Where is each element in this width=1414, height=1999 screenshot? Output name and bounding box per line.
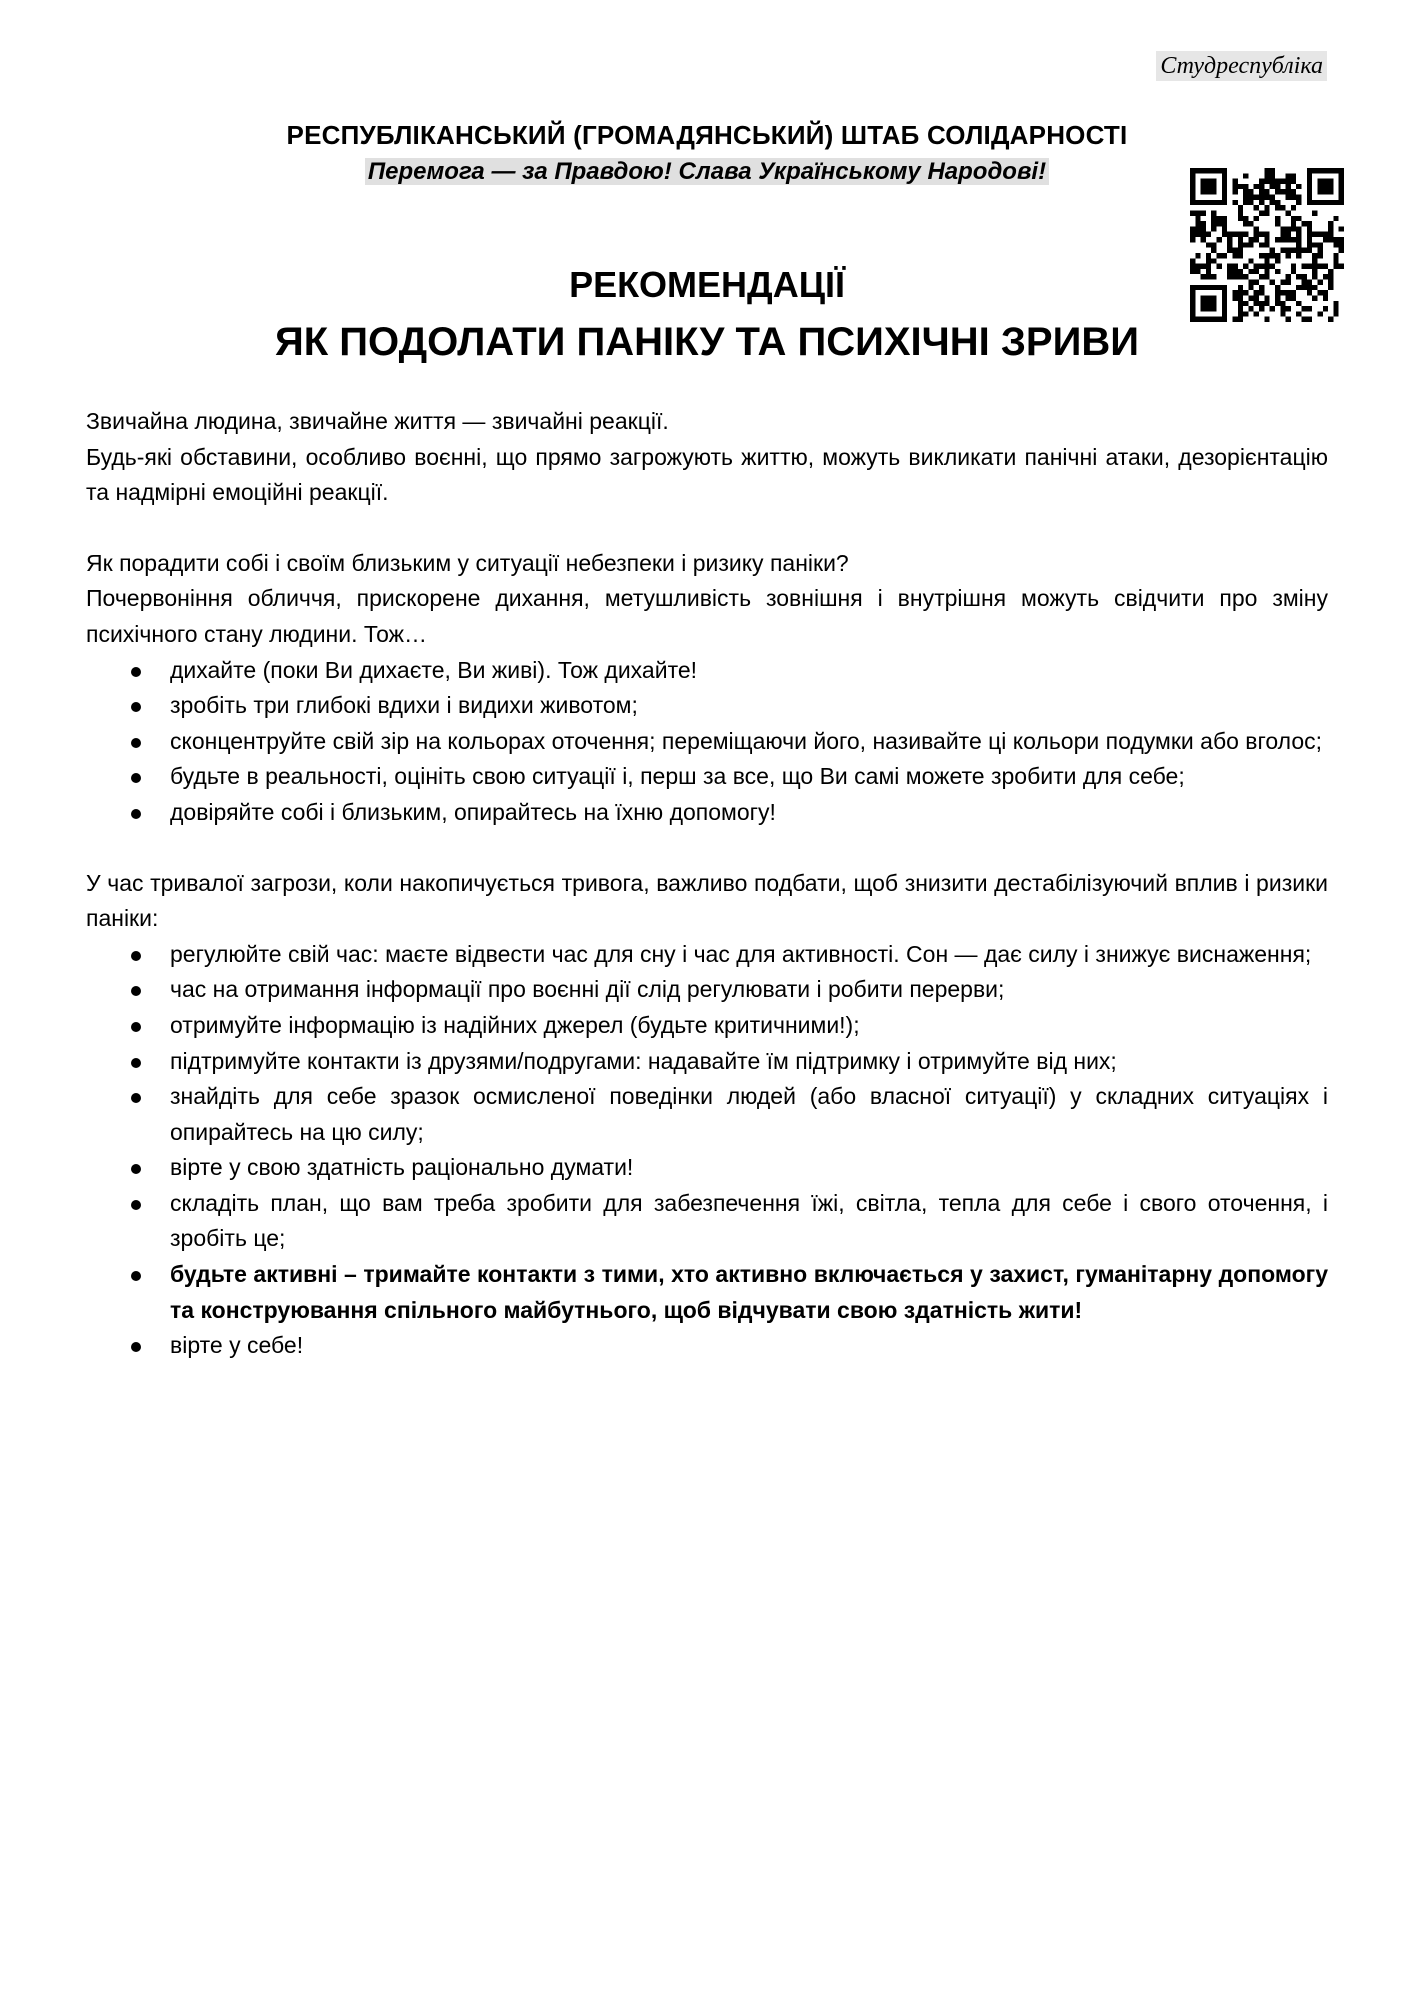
qr-module — [1317, 200, 1322, 205]
qr-module — [1328, 221, 1333, 226]
qr-module — [1248, 189, 1253, 194]
qr-module — [1333, 216, 1338, 221]
qr-module — [1275, 200, 1280, 205]
qr-module — [1195, 253, 1200, 258]
qr-module — [1296, 195, 1301, 200]
list-item: час на отримання інформації про воєнні дії слід регулювати і робити перерви; — [170, 972, 1328, 1008]
qr-module — [1296, 226, 1301, 231]
list-item: регулюйте свій час: маєте відвести час для сну і час для активності. Сон — дає силу і знижує виснаження; — [170, 937, 1328, 973]
qr-module — [1280, 237, 1285, 242]
qr-module — [1195, 168, 1200, 173]
qr-module — [1307, 179, 1312, 184]
qr-module — [1317, 168, 1322, 173]
qr-module — [1312, 168, 1317, 173]
qr-module — [1259, 253, 1264, 258]
qr-module — [1339, 189, 1344, 194]
qr-module — [1307, 237, 1312, 242]
qr-module — [1275, 184, 1280, 189]
qr-module — [1259, 200, 1264, 205]
qr-module — [1328, 168, 1333, 173]
qr-module — [1291, 179, 1296, 184]
qr-module — [1312, 232, 1317, 237]
qr-module — [1201, 189, 1206, 194]
qr-module — [1307, 195, 1312, 200]
qr-module — [1286, 210, 1291, 215]
list-item: довіряйте собі і близьким, опирайтесь на їхню допомогу! — [170, 795, 1328, 831]
qr-module — [1222, 173, 1227, 178]
qr-module — [1238, 232, 1243, 237]
qr-module — [1201, 237, 1206, 242]
qr-module — [1190, 195, 1195, 200]
list-item-emphasized: будьте активні – тримайте контакти з тими, хто активно включається у захист, гуманітарну допомогу та конструювання спільного майбутнього, щоб відчувати свою здатність жити! — [170, 1257, 1328, 1328]
bullet-icon — [131, 773, 141, 783]
qr-module — [1254, 226, 1259, 231]
qr-module — [1275, 179, 1280, 184]
list-item: вірте у свою здатність раціонально думати! — [170, 1150, 1328, 1186]
qr-module — [1307, 184, 1312, 189]
qr-module — [1333, 237, 1338, 242]
qr-module — [1211, 168, 1216, 173]
organization-title: РЕСПУБЛІКАНСЬКИЙ (ГРОМАДЯНСЬКИЙ) ШТАБ СОЛІДАРНОСТІ — [286, 120, 1128, 150]
qr-module — [1339, 173, 1344, 178]
qr-module — [1227, 232, 1232, 237]
qr-module — [1222, 232, 1227, 237]
qr-module — [1238, 253, 1243, 258]
qr-module — [1328, 200, 1333, 205]
intro-line-2: Будь-які обставини, особливо воєнні, що прямо загрожують життю, можуть викликати панічні атаки, дезорієнтацію та надмірні емоційні реакції. — [86, 443, 1328, 506]
qr-module — [1307, 168, 1312, 173]
qr-module — [1307, 173, 1312, 178]
qr-module — [1280, 189, 1285, 194]
qr-module — [1248, 242, 1253, 247]
bullet-icon — [131, 1022, 141, 1032]
qr-module — [1339, 226, 1344, 231]
qr-module — [1339, 242, 1344, 247]
bullet-icon — [131, 1271, 141, 1281]
qr-module — [1227, 248, 1232, 253]
qr-module — [1323, 232, 1328, 237]
qr-module — [1195, 216, 1200, 221]
list-item: зробіть три глибокі вдихи і видихи животом; — [170, 688, 1328, 724]
bullet-icon — [131, 1093, 141, 1103]
qr-module — [1280, 205, 1285, 210]
qr-module — [1206, 253, 1211, 258]
qr-module — [1328, 184, 1333, 189]
qr-module — [1232, 253, 1237, 258]
qr-module — [1222, 200, 1227, 205]
qr-module — [1211, 189, 1216, 194]
qr-module — [1232, 248, 1237, 253]
bullet-icon — [131, 667, 141, 677]
qr-module — [1307, 200, 1312, 205]
qr-module — [1195, 210, 1200, 215]
qr-module — [1222, 179, 1227, 184]
qr-module — [1291, 237, 1296, 242]
qr-module — [1323, 237, 1328, 242]
qr-module — [1190, 184, 1195, 189]
qr-module — [1296, 200, 1301, 205]
qr-module — [1211, 248, 1216, 253]
qr-module — [1190, 237, 1195, 242]
qr-module — [1254, 184, 1259, 189]
qr-module — [1333, 200, 1338, 205]
qr-module — [1333, 253, 1338, 258]
qr-module — [1243, 221, 1248, 226]
qr-module — [1222, 216, 1227, 221]
qr-module — [1222, 184, 1227, 189]
qr-module — [1238, 210, 1243, 215]
qr-module — [1206, 200, 1211, 205]
qr-module — [1227, 242, 1232, 247]
qr-module — [1201, 168, 1206, 173]
qr-module — [1243, 195, 1248, 200]
recommendations-heading: РЕКОМЕНДАЦІЇ — [569, 264, 845, 305]
section1-question: Як порадити собі і своїм близьким у ситуації небезпеки і ризику паніки? — [86, 549, 849, 576]
qr-module — [1243, 173, 1248, 178]
qr-module — [1328, 189, 1333, 194]
qr-module — [1201, 232, 1206, 237]
qr-module — [1280, 232, 1285, 237]
qr-module — [1307, 189, 1312, 194]
qr-module — [1317, 242, 1322, 247]
qr-module — [1264, 195, 1269, 200]
qr-module — [1259, 189, 1264, 194]
qr-module — [1291, 216, 1296, 221]
qr-module — [1243, 242, 1248, 247]
qr-module — [1286, 226, 1291, 231]
qr-module — [1264, 168, 1269, 173]
qr-module — [1190, 173, 1195, 178]
qr-module — [1286, 173, 1291, 178]
qr-module — [1280, 248, 1285, 253]
bullet-icon — [131, 738, 141, 748]
qr-module — [1206, 168, 1211, 173]
list-item: знайдіть для себе зразок осмисленої поведінки людей (або власної ситуації) у складних ситуаціях і опирайтесь на цю силу; — [170, 1079, 1328, 1150]
qr-module — [1291, 189, 1296, 194]
qr-module — [1307, 248, 1312, 253]
qr-module — [1232, 200, 1237, 205]
qr-module — [1307, 221, 1312, 226]
qr-module — [1232, 189, 1237, 194]
qr-module — [1296, 253, 1301, 258]
qr-module — [1206, 242, 1211, 247]
qr-module — [1232, 232, 1237, 237]
qr-module — [1264, 179, 1269, 184]
qr-module — [1227, 237, 1232, 242]
qr-module — [1254, 195, 1259, 200]
qr-module — [1317, 189, 1322, 194]
qr-module — [1280, 179, 1285, 184]
qr-module — [1307, 242, 1312, 247]
list-item: сконцентруйте свій зір на кольорах оточення; переміщаючи його, називайте ці кольори подумки або вголос; — [170, 724, 1328, 760]
bullet-icon — [131, 986, 141, 996]
qr-module — [1307, 232, 1312, 237]
corner-label: Студреспубліка — [1156, 51, 1327, 81]
qr-module — [1270, 195, 1275, 200]
qr-module — [1248, 200, 1253, 205]
qr-module — [1296, 242, 1301, 247]
qr-module — [1317, 179, 1322, 184]
qr-module — [1259, 195, 1264, 200]
qr-module — [1339, 195, 1344, 200]
qr-module — [1317, 253, 1322, 258]
qr-module — [1291, 226, 1296, 231]
qr-module — [1264, 173, 1269, 178]
qr-module — [1195, 232, 1200, 237]
qr-module — [1286, 248, 1291, 253]
qr-module — [1222, 168, 1227, 173]
qr-module — [1312, 210, 1317, 215]
bullet-icon — [131, 951, 141, 961]
qr-module — [1275, 253, 1280, 258]
qr-module — [1286, 189, 1291, 194]
qr-module — [1307, 226, 1312, 231]
qr-module — [1211, 242, 1216, 247]
qr-module — [1275, 205, 1280, 210]
qr-module — [1328, 237, 1333, 242]
list-item: складіть план, що вам треба зробити для забезпечення їжі, світла, тепла для себе і свого оточення, і зробіть це; — [170, 1186, 1328, 1257]
qr-module — [1339, 248, 1344, 253]
list-item: підтримуйте контакти із друзями/подругами: надавайте їм підтримку і отримуйте від них; — [170, 1044, 1328, 1080]
qr-module — [1190, 189, 1195, 194]
qr-module — [1195, 200, 1200, 205]
qr-module — [1238, 216, 1243, 221]
qr-module — [1243, 200, 1248, 205]
qr-module — [1264, 189, 1269, 194]
qr-module — [1211, 184, 1216, 189]
qr-module — [1222, 195, 1227, 200]
qr-module — [1190, 200, 1195, 205]
qr-module — [1270, 179, 1275, 184]
qr-module — [1243, 232, 1248, 237]
qr-module — [1232, 179, 1237, 184]
qr-module — [1270, 173, 1275, 178]
qr-module — [1190, 226, 1195, 231]
qr-module — [1296, 232, 1301, 237]
qr-module — [1270, 168, 1275, 173]
qr-module — [1312, 242, 1317, 247]
qr-module — [1286, 195, 1291, 200]
qr-module — [1206, 189, 1211, 194]
qr-module — [1339, 184, 1344, 189]
qr-module — [1217, 237, 1222, 242]
bullet-icon — [131, 702, 141, 712]
qr-module — [1270, 253, 1275, 258]
qr-module — [1317, 248, 1322, 253]
qr-module — [1286, 253, 1291, 258]
qr-module — [1275, 237, 1280, 242]
qr-module — [1201, 210, 1206, 215]
qr-module — [1248, 221, 1253, 226]
qr-module — [1217, 221, 1222, 226]
list-item: вірте у себе! — [170, 1328, 1328, 1364]
qr-module — [1238, 205, 1243, 210]
section2-list — [86, 937, 1328, 1364]
qr-module — [1333, 242, 1338, 247]
qr-module — [1323, 184, 1328, 189]
qr-module — [1238, 242, 1243, 247]
qr-module — [1259, 179, 1264, 184]
qr-module — [1217, 216, 1222, 221]
qr-module — [1201, 184, 1206, 189]
qr-module — [1201, 200, 1206, 205]
qr-module — [1291, 195, 1296, 200]
qr-module — [1275, 189, 1280, 194]
qr-module — [1217, 200, 1222, 205]
qr-module — [1206, 179, 1211, 184]
bullet-icon — [131, 809, 141, 819]
qr-module — [1323, 189, 1328, 194]
qr-module — [1211, 210, 1216, 215]
qr-module — [1254, 232, 1259, 237]
qr-module — [1243, 184, 1248, 189]
qr-module — [1211, 221, 1216, 226]
qr-module — [1333, 168, 1338, 173]
qr-module — [1190, 168, 1195, 173]
qr-module — [1243, 189, 1248, 194]
qr-module — [1264, 232, 1269, 237]
qr-module — [1238, 184, 1243, 189]
list-item: будьте в реальності, оцініть свою ситуації і, перш за все, що Ви самі можете зробити для себе; — [170, 759, 1328, 795]
qr-module — [1286, 179, 1291, 184]
qr-module — [1264, 253, 1269, 258]
document-body — [86, 404, 1328, 1364]
qr-module — [1286, 237, 1291, 242]
bullet-icon — [131, 1342, 141, 1352]
qr-module — [1296, 216, 1301, 221]
qr-module — [1206, 232, 1211, 237]
list-item: дихайте (поки Ви дихаєте, Ви живі). Тож дихайте! — [170, 653, 1328, 689]
qr-module — [1296, 184, 1301, 189]
qr-module — [1339, 200, 1344, 205]
qr-module — [1339, 168, 1344, 173]
qr-module — [1264, 205, 1269, 210]
qr-module — [1232, 184, 1237, 189]
qr-module — [1328, 232, 1333, 237]
qr-module — [1312, 253, 1317, 258]
qr-module — [1254, 216, 1259, 221]
qr-module — [1222, 253, 1227, 258]
qr-module — [1291, 221, 1296, 226]
qr-module — [1248, 195, 1253, 200]
qr-module — [1323, 179, 1328, 184]
qr-module — [1323, 200, 1328, 205]
qr-module — [1217, 253, 1222, 258]
qr-module — [1296, 237, 1301, 242]
bullet-icon — [131, 1058, 141, 1068]
qr-module — [1328, 226, 1333, 231]
qr-module — [1339, 179, 1344, 184]
qr-module — [1243, 216, 1248, 221]
qr-module — [1259, 232, 1264, 237]
qr-module — [1291, 205, 1296, 210]
section1-lead: Почервоніння обличчя, прискорене дихання, метушливість зовнішня і внутрішня можуть свідчити про зміну психічного стану людини. Тож… — [86, 585, 1328, 647]
qr-module — [1270, 248, 1275, 253]
qr-module — [1270, 184, 1275, 189]
qr-module — [1211, 179, 1216, 184]
qr-module — [1211, 216, 1216, 221]
qr-module — [1222, 189, 1227, 194]
qr-module — [1275, 221, 1280, 226]
qr-module — [1275, 216, 1280, 221]
qr-module — [1195, 221, 1200, 226]
qr-module — [1248, 237, 1253, 242]
main-title: ЯК ПОДОЛАТИ ПАНІКУ ТА ПСИХІЧНІ ЗРИВИ — [275, 320, 1139, 364]
qr-module — [1195, 226, 1200, 231]
qr-module — [1238, 237, 1243, 242]
qr-module — [1254, 205, 1259, 210]
qr-module — [1317, 184, 1322, 189]
qr-module — [1317, 232, 1322, 237]
qr-module — [1201, 226, 1206, 231]
qr-module — [1222, 221, 1227, 226]
qr-module — [1259, 210, 1264, 215]
qr-module — [1291, 248, 1296, 253]
qr-module — [1280, 226, 1285, 231]
qr-module — [1264, 210, 1269, 215]
qr-module — [1238, 248, 1243, 253]
qr-module — [1222, 226, 1227, 231]
qr-module — [1190, 232, 1195, 237]
list-item: отримуйте інформацію із надійних джерел (будьте критичними!); — [170, 1008, 1328, 1044]
qr-module — [1190, 179, 1195, 184]
intro-line-1: Звичайна людина, звичайне життя — звичайні реакції. — [86, 408, 669, 434]
qr-module — [1270, 200, 1275, 205]
qr-module — [1211, 200, 1216, 205]
qr-module — [1323, 168, 1328, 173]
qr-module — [1296, 248, 1301, 253]
qr-module — [1206, 184, 1211, 189]
qr-module — [1328, 179, 1333, 184]
qr-module — [1254, 237, 1259, 242]
qr-module — [1201, 221, 1206, 226]
qr-module — [1190, 210, 1195, 215]
qr-module — [1259, 184, 1264, 189]
section1-list — [86, 653, 1328, 831]
qr-module — [1339, 237, 1344, 242]
qr-module — [1291, 173, 1296, 178]
qr-module — [1217, 168, 1222, 173]
qr-module — [1302, 248, 1307, 253]
slogan: Перемога — за Правдою! Слава Українському Народові! — [365, 158, 1049, 185]
qr-module — [1211, 226, 1216, 231]
bullet-icon — [131, 1200, 141, 1210]
qr-module — [1286, 184, 1291, 189]
qr-module — [1259, 242, 1264, 247]
qr-module — [1286, 232, 1291, 237]
section2-lead: У час тривалої загрози, коли накопичується тривога, важливо подбати, щоб знизити дестабілізуючий вплив і ризики паніки: — [86, 869, 1328, 932]
bullet-icon — [131, 1164, 141, 1174]
qr-module — [1264, 237, 1269, 242]
qr-module — [1264, 242, 1269, 247]
qr-module — [1302, 221, 1307, 226]
qr-module — [1312, 200, 1317, 205]
qr-module — [1201, 179, 1206, 184]
